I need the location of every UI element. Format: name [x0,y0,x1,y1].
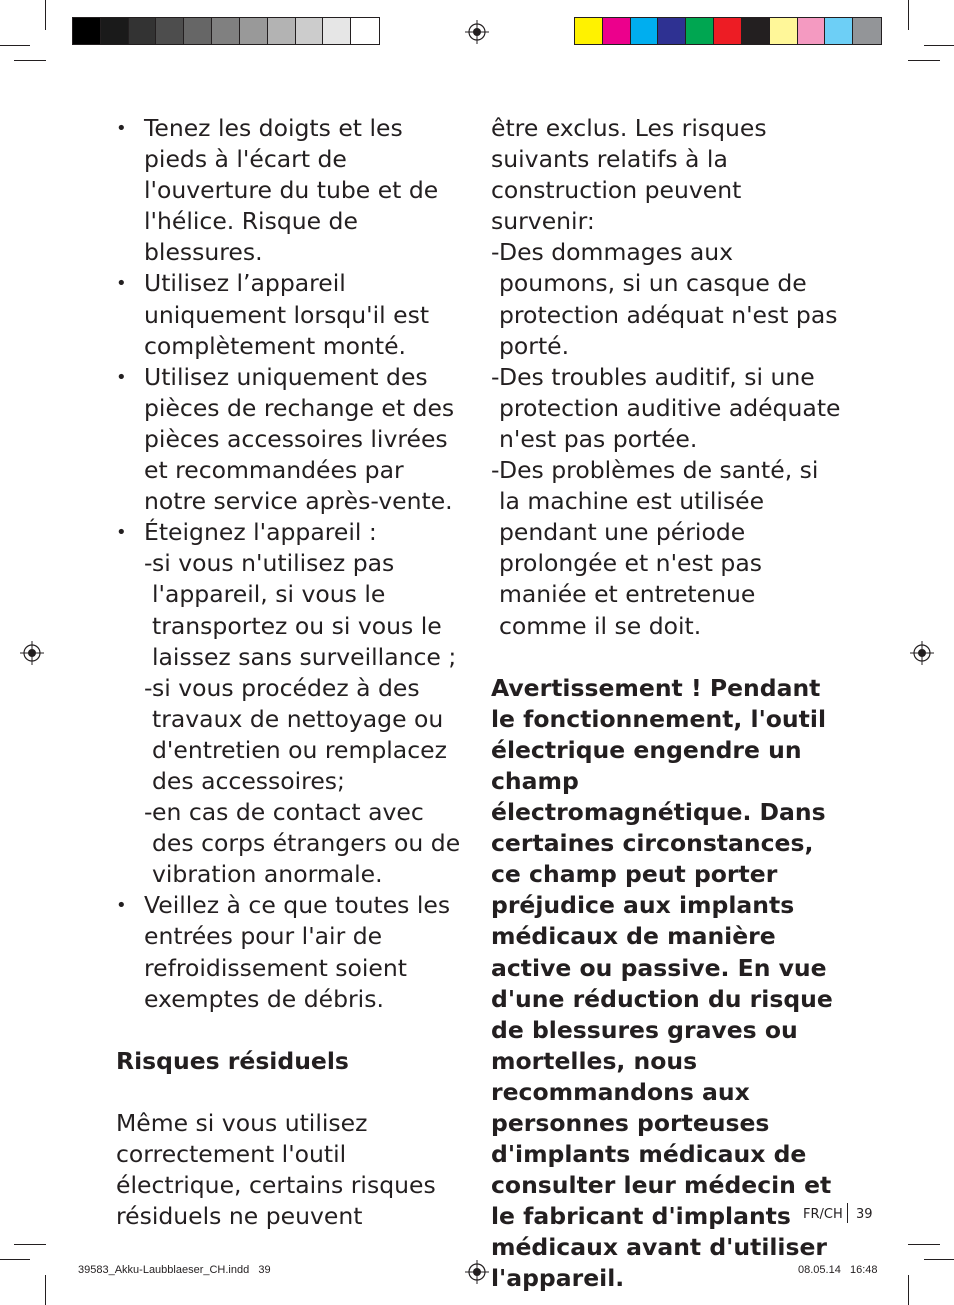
color-swatch [603,18,631,44]
registration-mark-icon [465,1260,489,1284]
page-number: 39 [856,1207,873,1222]
risk-item-text: Des dommages aux poumons, si un casque de protection adéquat n'est pas porté. [499,238,838,360]
section-heading: Risques résiduels [116,1046,349,1075]
color-swatch [323,18,351,44]
left-column [116,113,468,1232]
crop-mark [924,1259,954,1260]
color-swatch [686,18,714,44]
crop-mark [45,1275,46,1305]
color-swatch [575,18,603,44]
color-swatch [240,18,268,44]
sub-item: - si vous n'utilisez pas l'appareil, si vous le transportez ou si vous le laissez sans surveillance ; [144,549,457,671]
color-swatch [268,18,296,44]
color-swatch [156,18,184,44]
bullet-item: • Utilisez uniquement des pièces de rechange et des pièces accessoires livrées et recommandées par notre service après-vente. [116,362,455,516]
bullet-text: Tenez les doigts et les pieds à l'écart de l'ouverture du tube et de l'hélice. Risque de blessures. [144,114,439,267]
grayscale-bar [72,17,380,45]
crop-mark [14,60,46,61]
risk-item: - Des problèmes de santé, si la machine est utilisée pendant une période prolongée et n'est pas maniée et entretenue comme il se doit. [491,456,819,640]
bullet-text: Veillez à ce que toutes les entrées pour l'air de refroidissement soient exemptes de débris. [144,891,451,1013]
color-swatch [296,18,324,44]
color-swatch [129,18,157,44]
language-label: FR/CH [803,1207,843,1222]
crop-mark [924,45,954,46]
crop-mark [908,1275,909,1305]
crop-mark [908,60,940,61]
color-swatch [853,18,881,44]
crop-mark [908,0,909,30]
risk-item: - Des dommages aux poumons, si un casque de protection adéquat n'est pas porté. [491,238,838,360]
bullet-text: Éteignez l'appareil : [144,518,377,547]
slug-filename: 39583_Akku-Laubblaeser_CH.indd 39 [78,1264,271,1276]
sub-item-text: en cas de contact avec des corps étrangers ou de vibration anormale. [152,798,461,889]
color-swatch [73,18,101,44]
bullet-item: • Tenez les doigts et les pieds à l'écart de l'ouverture du tube et de l'hélice. Risque de blessures. [116,114,439,267]
color-swatch [798,18,826,44]
bullet-item: • Éteignez l'appareil : [116,518,377,547]
color-bar [574,17,882,45]
color-swatch [770,18,798,44]
risk-item: - Des troubles auditif, si une protection auditive adéquate n'est pas portée. [491,362,841,453]
registration-mark-icon [465,20,489,44]
risk-item-text: Des troubles auditif, si une protection auditive adéquate n'est pas portée. [499,362,841,453]
registration-mark-icon [910,641,934,665]
registration-mark-icon [20,641,44,665]
paragraph: Même si vous utilisez correctement l'outil électrique, certains risques résiduels ne peuvent [116,1109,436,1231]
crop-mark [0,45,30,46]
color-swatch [742,18,770,44]
sub-item: - en cas de contact avec des corps étrangers ou de vibration anormale. [144,798,461,889]
bullet-text: Utilisez l’appareil uniquement lorsqu'il est complètement monté. [144,269,430,360]
crop-mark [0,1259,30,1260]
paragraph: être exclus. Les risques suivants relatifs à la construction peuvent survenir: [491,114,767,236]
warning-text: Avertissement ! Pendant le fonctionnement, l'outil électrique engendre un champ électromagnétique. Dans certaines circonstances, ce champ peut porter préjudice aux implants médicaux de manière active ou passive. En vue d'une réduction du risque de blessures graves ou mortelles, nous recommandons aux personnes porteuses d'implants médicaux de consulter leur médecin et le fabricant d'implants médicaux avant d'utiliser l'appareil. [491,673,833,1293]
color-swatch [351,18,379,44]
bullet-text: Utilisez uniquement des pièces de rechange et des pièces accessoires livrées et recommandées par notre service après-vente. [144,362,455,516]
sub-item-text: si vous procédez à des travaux de nettoyage ou d'entretien ou remplacez des accessoires; [152,673,447,795]
risk-item-text: Des problèmes de santé, si la machine est utilisée pendant une période prolongée et n'est pas maniée et entretenue comme il se doit. [499,456,819,640]
color-swatch [184,18,212,44]
right-column [491,113,843,1295]
color-swatch [212,18,240,44]
sub-item: - si vous procédez à des travaux de nettoyage ou d'entretien ou remplacez des accessoires; [144,673,447,795]
color-swatch [631,18,659,44]
crop-mark [45,0,46,30]
sub-item-text: si vous n'utilisez pas l'appareil, si vous le transportez ou si vous le laissez sans surveillance ; [152,549,457,671]
color-swatch [714,18,742,44]
bullet-item: • Veillez à ce que toutes les entrées pour l'air de refroidissement soient exemptes de débris. [116,891,451,1013]
color-swatch [658,18,686,44]
color-swatch [101,18,129,44]
bullet-item: • Utilisez l’appareil uniquement lorsqu'il est complètement monté. [116,269,430,360]
footer-divider [847,1203,848,1223]
slug-date: 08.05.14 16:48 [798,1264,878,1276]
color-swatch [825,18,853,44]
crop-mark [908,1244,940,1245]
crop-mark [14,1244,46,1245]
